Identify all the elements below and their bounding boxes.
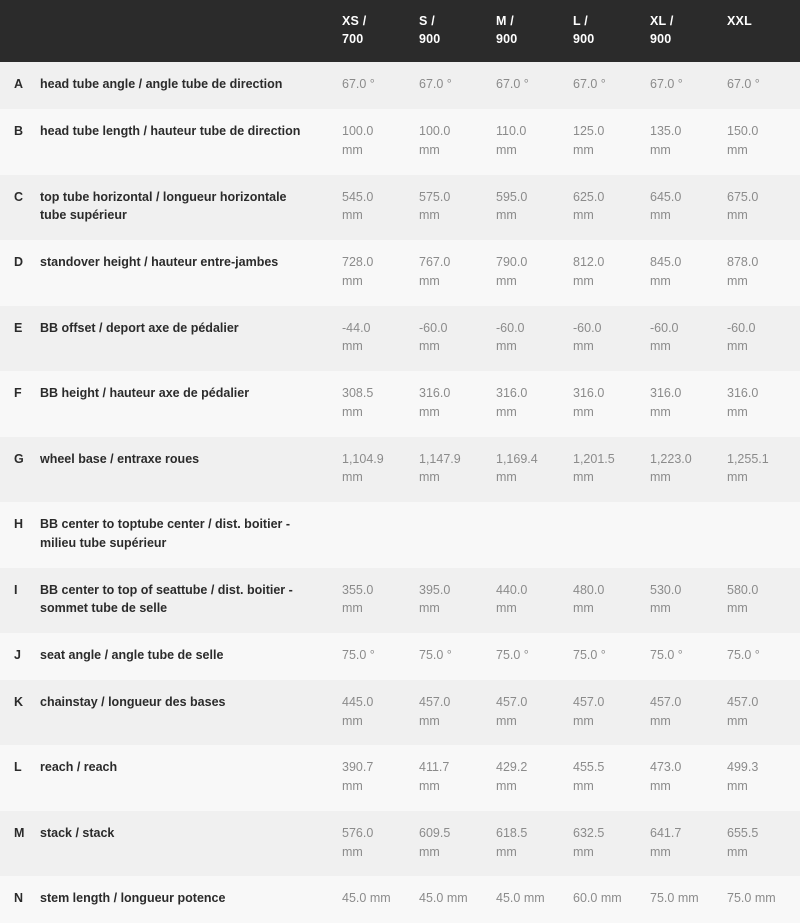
value-unit: mm (496, 779, 517, 793)
value-unit: mm (650, 339, 671, 354)
value-number: 60.0 (573, 891, 598, 906)
value-unit: mm (419, 339, 440, 354)
table-row (0, 633, 800, 680)
table-row (0, 568, 800, 634)
row-value (721, 502, 800, 568)
value-number: 1,104.9 (342, 451, 384, 466)
row-value (721, 175, 800, 241)
row-value (721, 371, 800, 437)
value-number: 575.0 (419, 189, 451, 204)
row-value (490, 240, 567, 306)
value-unit: mm (419, 273, 440, 288)
row-letter: L (14, 760, 22, 775)
table-row (0, 240, 800, 306)
row-value (413, 745, 490, 811)
value-unit: mm (650, 470, 671, 485)
value-number: 395.0 (419, 582, 451, 597)
value-number: 100.0 (419, 124, 451, 138)
value-unit: mm (573, 601, 594, 616)
row-value (721, 811, 800, 877)
row-value (644, 175, 721, 241)
row-value (567, 633, 644, 680)
table-row (0, 811, 800, 877)
row-value (413, 306, 490, 372)
row-value (413, 876, 490, 923)
value-unit: mm (496, 601, 517, 616)
header-size-s-line2: 900 (419, 32, 441, 47)
row-value (490, 680, 567, 746)
header-size-xs-line2: 700 (342, 32, 364, 47)
value-number: 316.0 (419, 386, 451, 400)
value-number: 457.0 (419, 694, 451, 709)
value-unit: mm (419, 601, 440, 616)
value-number: 1,169.4 (496, 451, 538, 466)
header-size-l (567, 0, 644, 62)
row-value (721, 109, 800, 175)
row-letter: D (14, 255, 24, 269)
row-value (336, 306, 413, 372)
value-number: 580.0 (727, 582, 759, 597)
value-unit: mm (727, 273, 748, 288)
row-value (567, 371, 644, 437)
row-value (721, 876, 800, 923)
row-value (644, 811, 721, 877)
value-unit: mm (727, 339, 748, 354)
value-unit: mm (573, 208, 594, 223)
table-row (0, 680, 800, 746)
value-number: 618.5 (496, 825, 528, 840)
row-value (413, 633, 490, 680)
row-label: head tube length / hauteur tube de direction (40, 124, 301, 138)
value-unit: mm (727, 404, 748, 419)
value-number: 440.0 (496, 582, 528, 597)
value-number: 1,201.5 (573, 451, 615, 466)
value-number: 675.0 (727, 189, 759, 204)
value-unit: mm (600, 891, 622, 906)
value-unit: mm (496, 844, 517, 859)
value-number: 1,255.1 (727, 451, 769, 466)
row-label: reach / reach (40, 760, 118, 775)
row-value (644, 876, 721, 923)
value-unit: mm (496, 404, 517, 419)
value-number: 429.2 (496, 760, 528, 775)
value-number: 767.0 (419, 255, 451, 269)
value-unit: mm (573, 779, 594, 793)
row-value (567, 437, 644, 503)
value-unit: mm (342, 273, 363, 288)
row-value (490, 306, 567, 372)
value-number: -44.0 (342, 320, 371, 335)
row-label: wheel base / entraxe roues (40, 451, 200, 466)
header-size-xs (336, 0, 413, 62)
table-row (0, 876, 800, 923)
row-value (644, 680, 721, 746)
row-value (490, 437, 567, 503)
value-number: 655.5 (727, 825, 759, 840)
value-unit: mm (419, 404, 440, 419)
value-number: 45.0 (419, 891, 444, 906)
table-row (0, 371, 800, 437)
value-unit: mm (727, 601, 748, 616)
row-value (490, 502, 567, 568)
value-number: 445.0 (342, 694, 374, 709)
header-size-s (413, 0, 490, 62)
value-unit: mm (342, 208, 363, 223)
row-value (567, 502, 644, 568)
row-value (644, 502, 721, 568)
value-unit: mm (573, 404, 594, 419)
row-value (336, 876, 413, 923)
value-number: 530.0 (650, 582, 682, 597)
value-number: 457.0 (650, 694, 682, 709)
value-unit: mm (369, 891, 391, 906)
row-value (413, 437, 490, 503)
value-unit: mm (650, 601, 671, 616)
row-label: BB offset / deport axe de pédalier (40, 320, 239, 335)
value-number: -60.0 (650, 320, 679, 335)
table-row (0, 62, 800, 109)
value-number: 457.0 (496, 694, 528, 709)
value-unit: mm (650, 208, 671, 223)
value-number: 125.0 (573, 124, 605, 138)
value-unit: mm (419, 844, 440, 859)
value-number: 316.0 (727, 386, 759, 400)
row-letter: G (14, 451, 24, 466)
row-letter: N (14, 891, 24, 906)
header-size-l-line2: 900 (573, 32, 595, 47)
value-number: 100.0 (342, 124, 374, 138)
value-number: -60.0 (496, 320, 525, 335)
row-value (721, 62, 800, 109)
header-size-xl-line1: XL / (650, 14, 674, 28)
value-number: 316.0 (573, 386, 605, 400)
value-unit: mm (419, 208, 440, 223)
row-value (336, 745, 413, 811)
row-value (644, 371, 721, 437)
value-unit: mm (677, 891, 699, 906)
row-value (413, 62, 490, 109)
value-unit: mm (419, 142, 440, 157)
value-number: 67.0 ° (650, 77, 683, 92)
value-number: 480.0 (573, 582, 605, 597)
row-value (413, 371, 490, 437)
value-unit: mm (342, 470, 363, 485)
header-row (0, 0, 800, 62)
row-value (644, 240, 721, 306)
value-unit: mm (419, 470, 440, 485)
header-corner (0, 0, 336, 62)
row-value (490, 568, 567, 634)
value-unit: mm (573, 844, 594, 859)
row-value (567, 568, 644, 634)
value-number: 457.0 (727, 694, 759, 709)
value-unit: mm (727, 713, 748, 728)
value-number: 790.0 (496, 255, 528, 269)
value-unit: mm (650, 142, 671, 157)
value-unit: mm (496, 713, 517, 728)
value-number: 135.0 (650, 124, 682, 138)
header-size-s-line1: S / (419, 14, 435, 28)
row-value (336, 175, 413, 241)
row-letter: M (14, 825, 25, 840)
row-value (413, 502, 490, 568)
row-value (336, 437, 413, 503)
value-number: 457.0 (573, 694, 605, 709)
table-header (0, 0, 800, 62)
table-row (0, 109, 800, 175)
header-size-xxl (721, 0, 800, 62)
value-number: 812.0 (573, 255, 605, 269)
value-unit: mm (573, 713, 594, 728)
value-number: 316.0 (496, 386, 528, 400)
row-value (490, 876, 567, 923)
row-value (336, 568, 413, 634)
value-number: 45.0 (496, 891, 521, 906)
row-label: top tube horizontal / longueur horizontale tube supérieur (40, 189, 287, 223)
header-size-m (490, 0, 567, 62)
value-unit: mm (573, 273, 594, 288)
row-value (413, 568, 490, 634)
value-unit: mm (496, 273, 517, 288)
table-row (0, 175, 800, 241)
row-letter: A (14, 77, 24, 92)
header-size-xl (644, 0, 721, 62)
value-unit: mm (650, 273, 671, 288)
value-number: 499.3 (727, 760, 759, 775)
value-unit: mm (446, 891, 468, 906)
row-letter: H (14, 517, 24, 531)
value-unit: mm (496, 339, 517, 354)
value-number: 75.0 ° (573, 648, 606, 662)
row-value (721, 568, 800, 634)
value-unit: mm (650, 713, 671, 728)
row-value (336, 811, 413, 877)
row-value (336, 240, 413, 306)
row-letter: K (14, 694, 24, 709)
value-unit: mm (342, 404, 363, 419)
value-number: 641.7 (650, 825, 682, 840)
row-value (567, 811, 644, 877)
value-number: 75.0 ° (419, 648, 452, 662)
value-number: 67.0 ° (727, 77, 760, 92)
row-value (567, 62, 644, 109)
value-unit: mm (727, 779, 748, 793)
value-unit: mm (573, 470, 594, 485)
header-size-xl-line2: 900 (650, 32, 672, 47)
value-unit: mm (342, 601, 363, 616)
row-value (567, 240, 644, 306)
row-value (336, 502, 413, 568)
row-value (644, 62, 721, 109)
row-label: BB height / hauteur axe de pédalier (40, 386, 250, 400)
value-unit: mm (342, 142, 363, 157)
row-value (567, 876, 644, 923)
value-number: 75.0 (727, 891, 752, 906)
row-value (567, 175, 644, 241)
value-number: 1,147.9 (419, 451, 461, 466)
value-number: 45.0 (342, 891, 367, 906)
row-value (490, 175, 567, 241)
value-number: 632.5 (573, 825, 605, 840)
row-value (721, 437, 800, 503)
value-number: 576.0 (342, 825, 374, 840)
value-unit: mm (342, 713, 363, 728)
value-unit: mm (419, 713, 440, 728)
row-value (644, 437, 721, 503)
table-row (0, 502, 800, 568)
value-number: 67.0 ° (419, 77, 452, 92)
value-number: 355.0 (342, 582, 374, 597)
row-label: BB center to top of seattube / dist. boitier - sommet tube de selle (40, 582, 293, 616)
header-size-xs-line1: XS / (342, 14, 367, 28)
value-unit: mm (523, 891, 545, 906)
value-number: 1,223.0 (650, 451, 692, 466)
row-letter: E (14, 320, 23, 335)
value-number: 75.0 ° (650, 648, 683, 662)
row-value (644, 306, 721, 372)
value-number: 75.0 ° (342, 648, 375, 662)
value-number: 67.0 ° (342, 77, 375, 92)
row-value (413, 175, 490, 241)
value-number: 150.0 (727, 124, 759, 138)
table-row (0, 745, 800, 811)
row-value (490, 62, 567, 109)
row-letter: B (14, 124, 24, 138)
value-number: 455.5 (573, 760, 605, 775)
row-value (721, 680, 800, 746)
row-label: chainstay / longueur des bases (40, 694, 226, 709)
row-value (413, 680, 490, 746)
row-value (644, 745, 721, 811)
header-size-m-line1: M / (496, 14, 514, 28)
value-number: -60.0 (573, 320, 602, 335)
value-unit: mm (342, 844, 363, 859)
row-value (413, 240, 490, 306)
value-number: 110.0 (496, 124, 527, 138)
row-value (644, 109, 721, 175)
value-unit: mm (727, 142, 748, 157)
row-letter: F (14, 386, 22, 400)
value-number: 316.0 (650, 386, 682, 400)
value-number: -60.0 (727, 320, 756, 335)
value-number: 67.0 ° (573, 77, 606, 92)
row-value (413, 109, 490, 175)
row-value (490, 109, 567, 175)
table-body (0, 62, 800, 923)
value-unit: mm (496, 208, 517, 223)
row-value (721, 306, 800, 372)
row-label: standover height / hauteur entre-jambes (40, 255, 279, 269)
header-size-l-line1: L / (573, 14, 588, 28)
row-value (336, 109, 413, 175)
row-value (567, 306, 644, 372)
row-value (721, 633, 800, 680)
row-value (721, 745, 800, 811)
value-unit: mm (419, 779, 440, 793)
value-number: 645.0 (650, 189, 682, 204)
row-value (413, 811, 490, 877)
row-letter: C (14, 189, 24, 204)
row-value (567, 109, 644, 175)
value-number: 75.0 ° (727, 648, 760, 662)
value-unit: mm (754, 891, 776, 906)
row-value (336, 633, 413, 680)
value-unit: mm (650, 404, 671, 419)
value-unit: mm (496, 470, 517, 485)
row-value (336, 62, 413, 109)
value-number: 595.0 (496, 189, 528, 204)
value-unit: mm (650, 779, 671, 793)
header-size-xxl-line1: XXL (727, 14, 752, 28)
row-value (336, 680, 413, 746)
value-unit: mm (727, 470, 748, 485)
row-label: BB center to toptube center / dist. boitier - milieu tube supérieur (40, 517, 291, 550)
value-number: 545.0 (342, 189, 374, 204)
value-unit: mm (650, 844, 671, 859)
value-number: 625.0 (573, 189, 605, 204)
value-number: 411.7 (419, 760, 450, 775)
value-unit: mm (573, 142, 594, 157)
header-size-m-line2: 900 (496, 32, 518, 47)
row-value (644, 633, 721, 680)
row-letter: I (14, 582, 18, 597)
row-label: stem length / longueur potence (40, 891, 226, 906)
value-number: -60.0 (419, 320, 448, 335)
value-number: 473.0 (650, 760, 682, 775)
table-row (0, 306, 800, 372)
row-value (567, 680, 644, 746)
value-unit: mm (727, 208, 748, 223)
row-value (490, 633, 567, 680)
value-number: 609.5 (419, 825, 451, 840)
value-number: 390.7 (342, 760, 374, 775)
row-value (490, 371, 567, 437)
row-label: seat angle / angle tube de selle (40, 648, 224, 662)
value-unit: mm (573, 339, 594, 354)
value-number: 308.5 (342, 386, 374, 400)
row-value (644, 568, 721, 634)
row-value (336, 371, 413, 437)
row-value (490, 745, 567, 811)
row-value (490, 811, 567, 877)
value-unit: mm (342, 779, 363, 793)
value-number: 67.0 ° (496, 77, 529, 92)
value-unit: mm (496, 142, 517, 157)
row-value (567, 745, 644, 811)
value-number: 728.0 (342, 255, 374, 269)
table-row (0, 437, 800, 503)
value-number: 878.0 (727, 255, 759, 269)
value-number: 75.0 (650, 891, 675, 906)
value-unit: mm (727, 844, 748, 859)
row-label: stack / stack (40, 825, 115, 840)
row-letter: J (14, 648, 21, 662)
value-number: 75.0 ° (496, 648, 529, 662)
row-value (721, 240, 800, 306)
row-label: head tube angle / angle tube de direction (40, 77, 283, 92)
value-number: 845.0 (650, 255, 682, 269)
value-unit: mm (342, 339, 363, 354)
